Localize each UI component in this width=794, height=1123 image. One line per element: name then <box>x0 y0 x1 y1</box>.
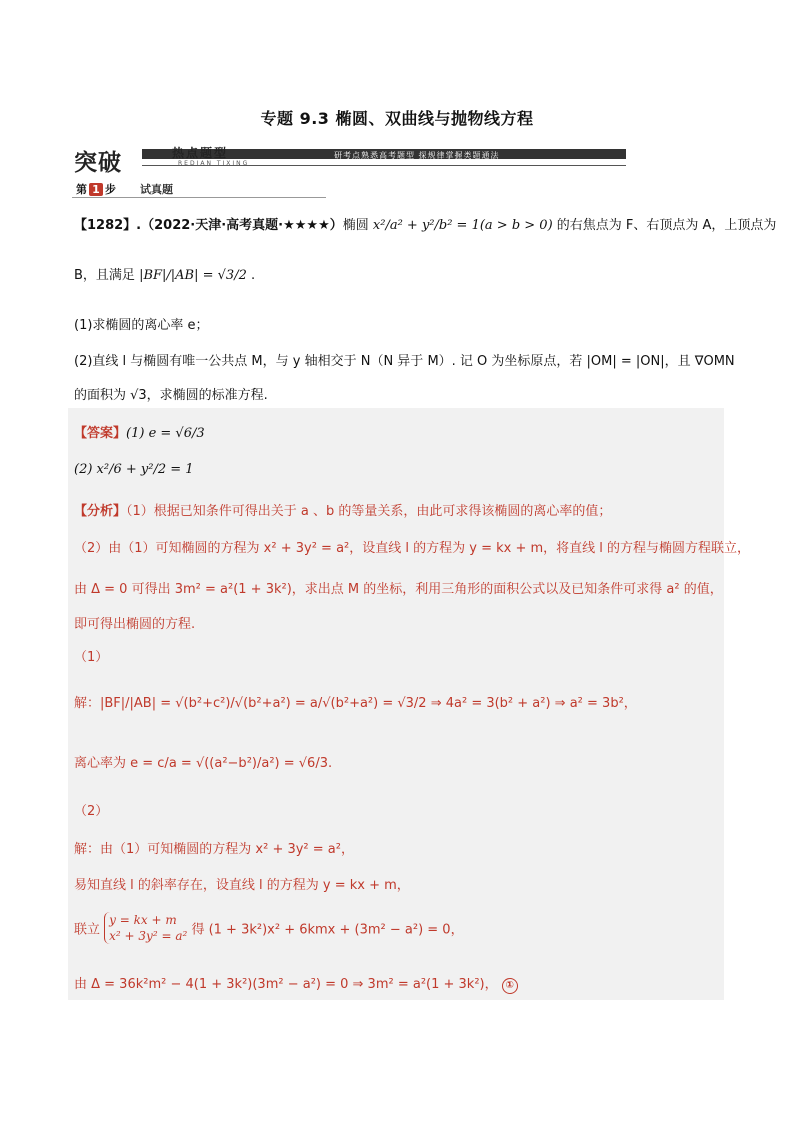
banner-right-text: 研考点熟悉高考题型 探规律掌握类题通法 <box>334 151 500 160</box>
question-text: 椭圆 <box>342 218 369 233</box>
solution-step-6 <box>74 973 518 994</box>
step-header <box>72 180 326 198</box>
answer-line-1 <box>74 422 205 441</box>
solution-step-5-result: 得 (1 + 3k²)x² + 6kmx + (3m² − a²) = 0， <box>191 922 464 938</box>
step-suffix: 步 <box>105 183 116 196</box>
system-eq-2: x² + 3y² = a² <box>109 929 188 943</box>
solution-heading-1: （1） <box>74 650 109 665</box>
banner-hot-text: 热点题型 <box>172 146 229 160</box>
question-text-3: B，且满足 <box>74 268 135 283</box>
step-underline <box>72 197 326 198</box>
step-number: 1 <box>89 183 103 196</box>
analysis-line-3: 由 Δ = 0 可得出 3m² = a²(1 + 3k²)，求出点 M 的坐标，利用三角形的面积公式以及已知条件可求得 a² 的值， <box>74 582 723 597</box>
question-source: （2022·天津·高考真题·★★★★） <box>141 218 343 233</box>
answer-label: 【答案】 <box>74 426 127 441</box>
analysis-text-1: （1）根据已知条件可得出关于 a 、b 的等量关系，由此可求得该椭圆的离心率的值； <box>126 504 612 519</box>
analysis-line-1 <box>74 500 611 519</box>
ellipse-equation: x²/a² + y²/b² = 1(a > b > 0) <box>372 218 553 233</box>
answer-2-text: (2) x²/6 + y²/2 = 1 <box>74 462 194 477</box>
solution-step-2: 离心率为 e = c/a = √((a²−b²)/a²) = √6/3. <box>74 756 333 771</box>
step-prefix: 第 <box>76 183 87 196</box>
solution-step-1: 解：|BF|/|AB| = √(b²+c²)/√(b²+a²) = a/√(b²+a²) = √3/2 ⇒ 4a² = 3(b² + a²) ⇒ a² = 3b²， <box>74 696 637 711</box>
question-id: 【1282】. <box>74 218 142 233</box>
answer-2 <box>74 462 194 477</box>
analysis-line-4: 即可得出椭圆的方程. <box>74 617 196 632</box>
solution-step-6-text: 由 Δ = 36k²m² − 4(1 + 3k²)(3m² − a²) = 0 ⇒ 3m² = a²(1 + 3k²)， <box>74 977 498 992</box>
solution-step-5-label: 联立 <box>74 922 101 938</box>
step-title: 试真题 <box>140 183 173 196</box>
equation-system <box>104 912 187 944</box>
question-text-4: . <box>250 268 256 283</box>
question-part-2-cont: 的面积为 √3，求椭圆的标准方程. <box>74 388 268 403</box>
system-eq-1: y = kx + m <box>109 913 177 927</box>
banner-pinyin: REDIAN TIXING <box>178 160 250 167</box>
solution-step-3: 解：由（1）可知椭圆的方程为 x² + 3y² = a²， <box>74 842 354 857</box>
solution-step-4: 易知直线 l 的斜率存在，设直线 l 的方程为 y = kx + m， <box>74 878 410 893</box>
banner-left-text: 突破 <box>74 149 122 176</box>
question-part-1: (1)求椭圆的离心率 e； <box>74 318 209 333</box>
question-line-2 <box>74 264 255 283</box>
page-title: 专题 9.3 椭圆、双曲线与抛物线方程 <box>260 109 534 128</box>
solution-step-5 <box>74 912 464 944</box>
circled-one-mark: ① <box>502 978 518 994</box>
section-banner <box>72 144 626 176</box>
condition-equation: |BF|/|AB| = √3/2 <box>139 268 247 283</box>
question-text-2: 的右焦点为 F、右顶点为 A，上顶点为 <box>556 218 777 233</box>
analysis-label: 【分析】 <box>74 504 127 519</box>
analysis-line-2: （2）由（1）可知椭圆的方程为 x² + 3y² = a²，设直线 l 的方程为 y = kx + m，将直线 l 的方程与椭圆方程联立， <box>74 541 751 556</box>
answer-1: (1) e = √6/3 <box>126 426 205 441</box>
question-part-2: (2)直线 l 与椭圆有唯一公共点 M，与 y 轴相交于 N（N 异于 M）. 记 O 为坐标原点，若 |OM| = |ON|，且 ∇OMN <box>74 354 735 369</box>
step-label <box>76 181 116 197</box>
solution-heading-2: （2） <box>74 804 109 819</box>
question-line-1 <box>74 214 776 233</box>
